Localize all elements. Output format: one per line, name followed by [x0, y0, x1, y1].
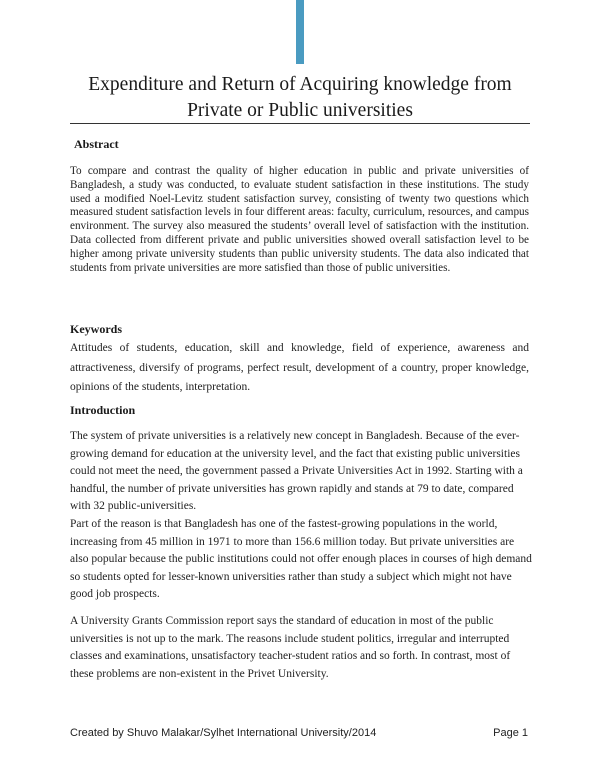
keywords-heading: Keywords [70, 322, 122, 336]
footer-credit: Created by Shuvo Malakar/Sylhet International University/2014 [70, 727, 377, 739]
abstract-text: To compare and contrast the quality of higher education in public and private universities of Bangladesh, a study was conducted, to evaluate student satisfaction in these institutions. The study used a modified Noel-Levitz student satisfaction survey, consisting of twenty two questions which measured student satisfaction levels in four different areas: faculty, curriculum, resources, and campus environment. The survey also measured the students’ overall level of satisfaction with the institution. Data collected from different private and public universities showed overall satisfaction level to be higher among private university students than public university students. The data also indicated that students from private universities are more satisfied than those of public universities. [70, 165, 529, 274]
title-divider [70, 123, 530, 124]
introduction-heading: Introduction [70, 403, 136, 417]
introduction-paragraph-3: A University Grants Commission report says the standard of education in most of the public universities is not up to the mark. The reasons include student politics, irregular and interrupted classes and examinations, unsatisfactory teacher-student ratios and so forth. In contrast, most of these problems are non-existent in the Privet University. [70, 615, 511, 680]
document-title: Expenditure and Return of Acquiring knowledge from Private or Public universities [88, 74, 512, 121]
header-accent-bar [296, 0, 304, 64]
introduction-paragraph-1: The system of private universities is a relatively new concept in Bangladesh. Because of the ever-growing demand for education at the university level, and the fact that existing public universities could not meet the need, the government passed a Private Universities Act in 1992. Starting with a handful, the number of private universities has grown rapidly and stands at 79 to date, compared with 32 public-universities. [70, 430, 523, 513]
introduction-paragraph-2: Part of the reason is that Bangladesh has one of the fastest-growing populations in the world, increasing from 45 million in 1971 to more than 156.6 million today. But private universities are also popular because the public institutions could not offer enough places in courses of high demand so students opted for lesser-known universities rather than study a subject which might not have good job prospects. [70, 518, 532, 601]
footer-page-number: Page 1 [493, 727, 528, 739]
abstract-heading: Abstract [74, 137, 119, 151]
keywords-text: Attitudes of students, education, skill and knowledge, field of experience, awareness and attractiveness, diversify of programs, perfect result, development of a country, proper knowledge, opinions of the students, interpretation. [70, 342, 529, 393]
